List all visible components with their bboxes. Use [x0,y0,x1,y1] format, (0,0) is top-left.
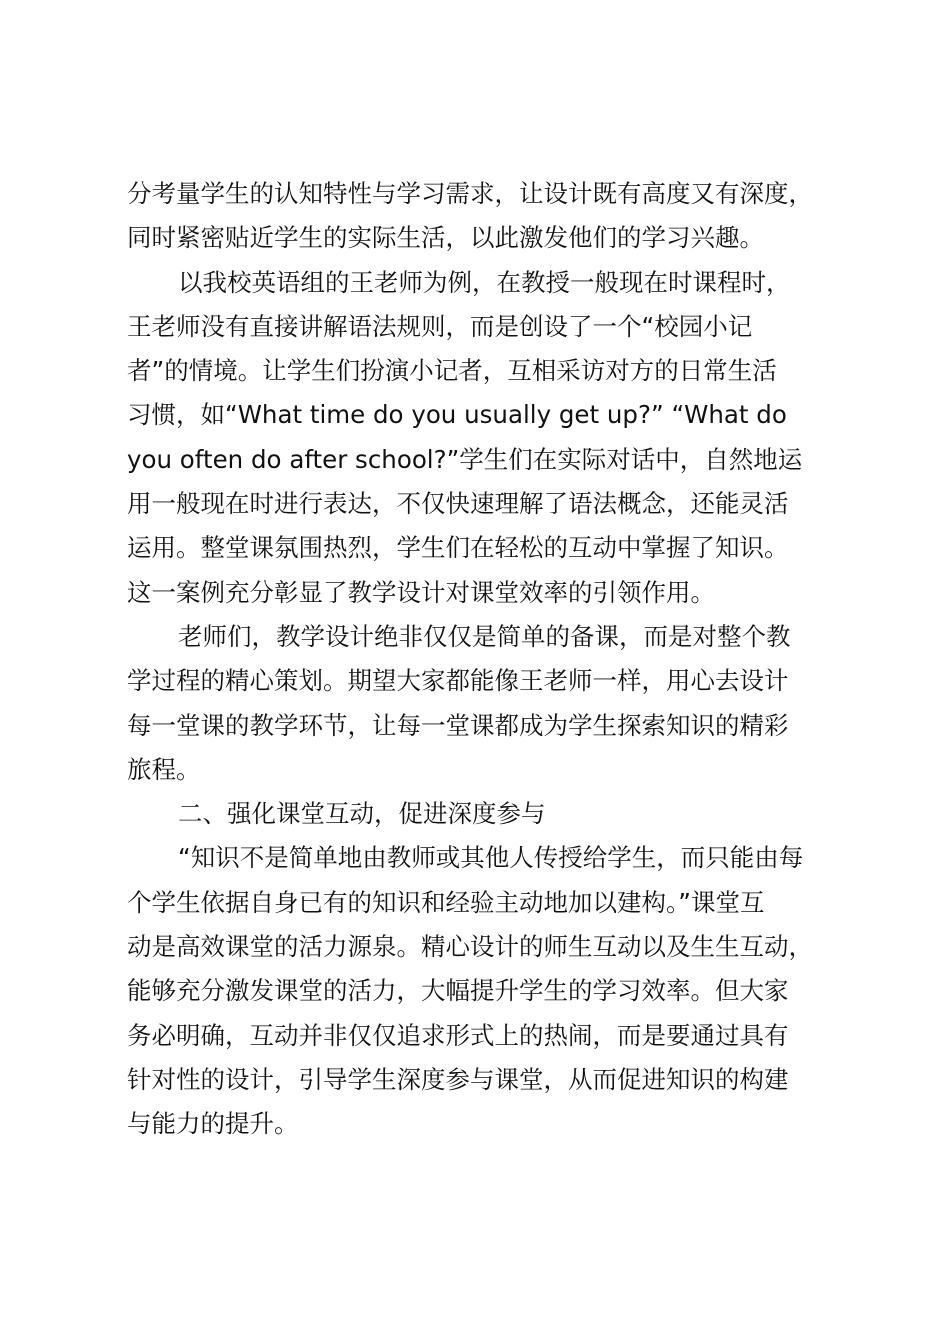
heading-text: 二、强化课堂互动，促进深度参与 [178,799,546,829]
text-line: 用一般现在时进行表达，不仅快速理解了语法概念，还能灵活 [127,489,789,519]
text-line: 运用。整堂课氛围热烈，学生们在轻松的互动中掌握了知识。 [127,533,789,563]
text-line: 者”的情境。让学生们扮演小记者，互相采访对方的日常生活 [127,356,777,386]
text-line: 针对性的设计，引导学生深度参与课堂，从而促进知识的构建 [127,1064,789,1094]
text-line: 以我校英语组的王老师为例，在教授一般现在时课程时， [178,267,791,297]
text-line: 能够充分激发课堂的活力，大幅提升学生的学习效率。但大家 [127,976,789,1006]
text-line: 学过程的精心策划。期望大家都能像王老师一样，用心去设计 [127,666,789,696]
text-line: 这一案例充分彰显了教学设计对课堂效率的引领作用。 [127,577,715,607]
text-line: 旅程。 [127,754,201,784]
paragraph-intro-continuation [127,172,857,261]
document-body [127,172,857,1147]
text-line: 老师们，教学设计绝非仅仅是简单的备课，而是对整个教 [178,621,791,651]
text-line: 务必明确，互动并非仅仅追求形式上的热闹，而是要通过具有 [127,1020,789,1050]
text-line: “知识不是简单地由教师或其他人传授给学生，而只能由每 [178,843,804,873]
text-line: 与能力的提升。 [127,1109,299,1139]
section-heading [127,792,857,836]
text-line: 个学生依据自身已有的知识和经验主动地加以建构。”课堂互 [127,887,765,917]
text-line: you often do after school?”学生们在实际对话中，自然地运 [127,444,803,474]
paragraph-teacher-appeal [127,615,857,792]
text-line: 分考量学生的认知特性与学习需求，让设计既有高度又有深度， [127,179,813,208]
text-line: 同时紧密贴近学生的实际生活，以此激发他们的学习兴趣。 [127,223,764,253]
text-line: 动是高效课堂的活力源泉。精心设计的师生互动以及生生互动， [127,932,813,962]
text-line: 每一堂课的教学环节，让每一堂课都成为学生探索知识的精彩 [127,710,789,740]
paragraph-case-example [127,261,857,615]
text-line: 王老师没有直接讲解语法规则，而是创设了一个“校园小记 [127,311,753,341]
text-line: 习惯，如“What time do you usually get up?” “What do [127,400,787,430]
paragraph-classroom-interaction [127,836,857,1146]
